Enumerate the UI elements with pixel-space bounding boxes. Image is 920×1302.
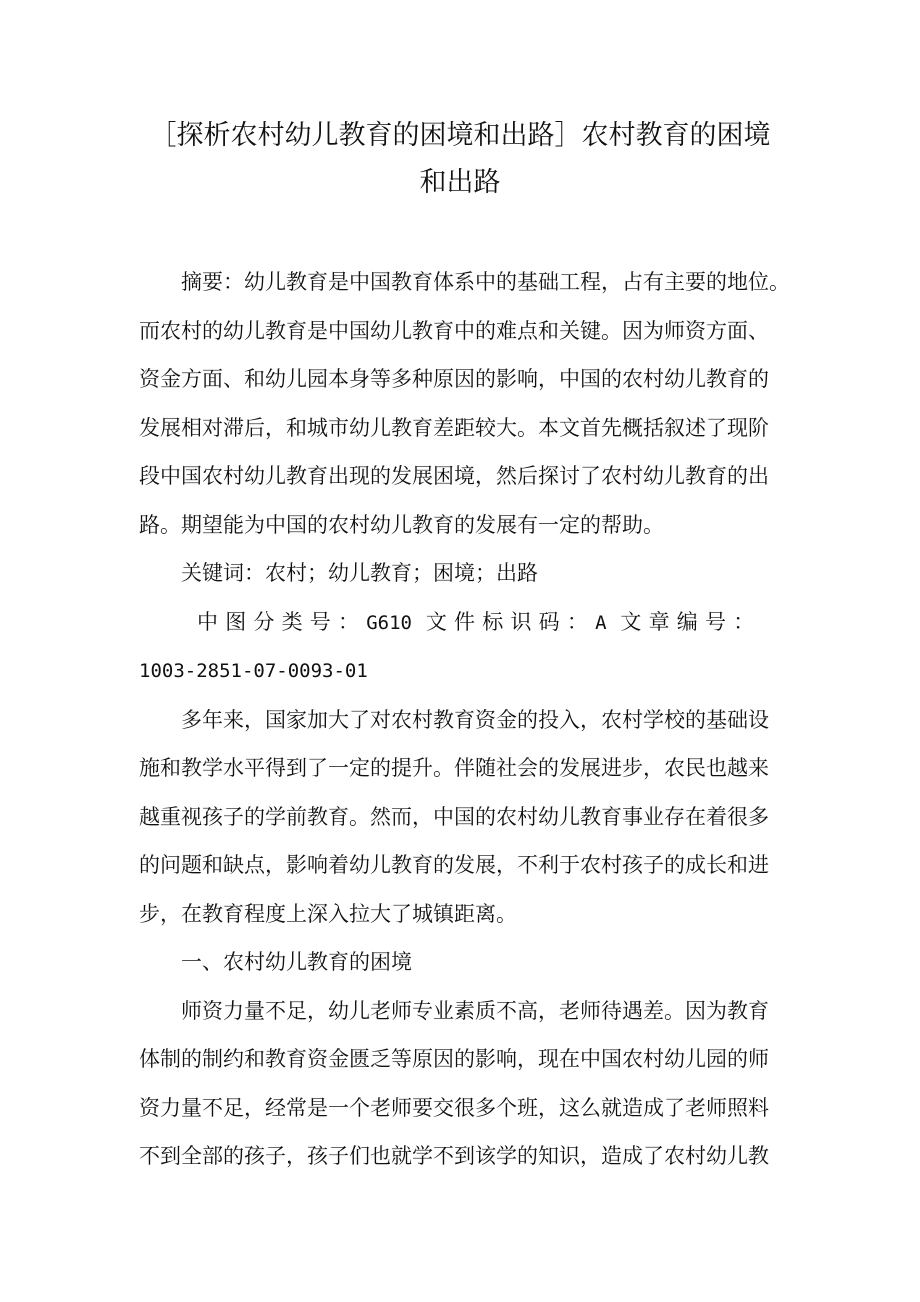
abstract-line: 路。期望能为中国的农村幼儿教育的发展有一定的帮助。 (139, 512, 664, 537)
class-code: G610 (366, 611, 412, 634)
section-1-paragraph (139, 987, 789, 1181)
section-1-line: 不到全部的孩子，孩子们也就学不到该学的知识，造成了农村幼儿教 (139, 1144, 769, 1168)
class-code-label: 中图分类号： (197, 609, 367, 634)
document-body (139, 258, 789, 1181)
intro-paragraph (139, 696, 789, 939)
article-no-label: 文章编号： (620, 609, 762, 634)
classification-paragraph (139, 598, 789, 696)
abstract-line: 段中国农村幼儿教育出现的发展困境，然后探讨了农村幼儿教育的出 (139, 464, 769, 488)
title-line-1: ［探析农村幼儿教育的困境和出路］农村教育的困境 (149, 120, 771, 151)
intro-line: 的问题和缺点，影响着幼儿教育的发展，不利于农村孩子的成长和进 (139, 853, 769, 877)
section-1-line: 资力量不足，经常是一个老师要交很多个班，这么就造成了老师照料 (139, 1095, 769, 1120)
intro-line: 越重视孩子的学前教育。然而，中国的农村幼儿教育事业存在着很多 (139, 804, 769, 829)
doc-code-label: 文件标识码： (425, 609, 596, 634)
section-heading-paragraph (139, 938, 789, 987)
intro-line: 施和教学水平得到了一定的提升。伴随社会的发展进步，农民也越来 (139, 756, 769, 780)
keywords-line: 关键词：农村；幼儿教育；困境；出路 (181, 561, 538, 585)
section-1-line: 师资力量不足，幼儿老师专业素质不高，老师待遇差。因为教育 (181, 998, 769, 1023)
intro-line: 多年来，国家加大了对农村教育资金的投入，农村学校的基础设 (181, 707, 769, 732)
abstract-paragraph (139, 258, 789, 549)
section-1-line: 体制的制约和教育资金匮乏等原因的影响，现在中国农村幼儿园的师 (139, 1047, 769, 1071)
classification-line (139, 598, 789, 648)
title-line-2: 和出路 (419, 167, 501, 198)
abstract-line: 而农村的幼儿教育是中国幼儿教育中的难点和关键。因为师资方面、 (139, 318, 769, 343)
keywords-paragraph (139, 549, 789, 598)
doc-code: A (595, 611, 607, 634)
abstract-line: 摘要：幼儿教育是中国教育体系中的基础工程，占有主要的地位。 (181, 270, 790, 294)
intro-line: 步，在教育程度上深入拉大了城镇距离。 (139, 901, 517, 926)
document-title (120, 112, 800, 206)
section-1-heading: 一、农村幼儿教育的困境 (181, 950, 412, 974)
article-number: 1003-2851-07-0093-01 (139, 660, 368, 682)
abstract-line: 资金方面、和幼儿园本身等多种原因的影响，中国的农村幼儿教育的 (139, 367, 769, 391)
abstract-line: 发展相对滞后，和城市幼儿教育差距较大。本文首先概括叙述了现阶 (139, 415, 769, 440)
